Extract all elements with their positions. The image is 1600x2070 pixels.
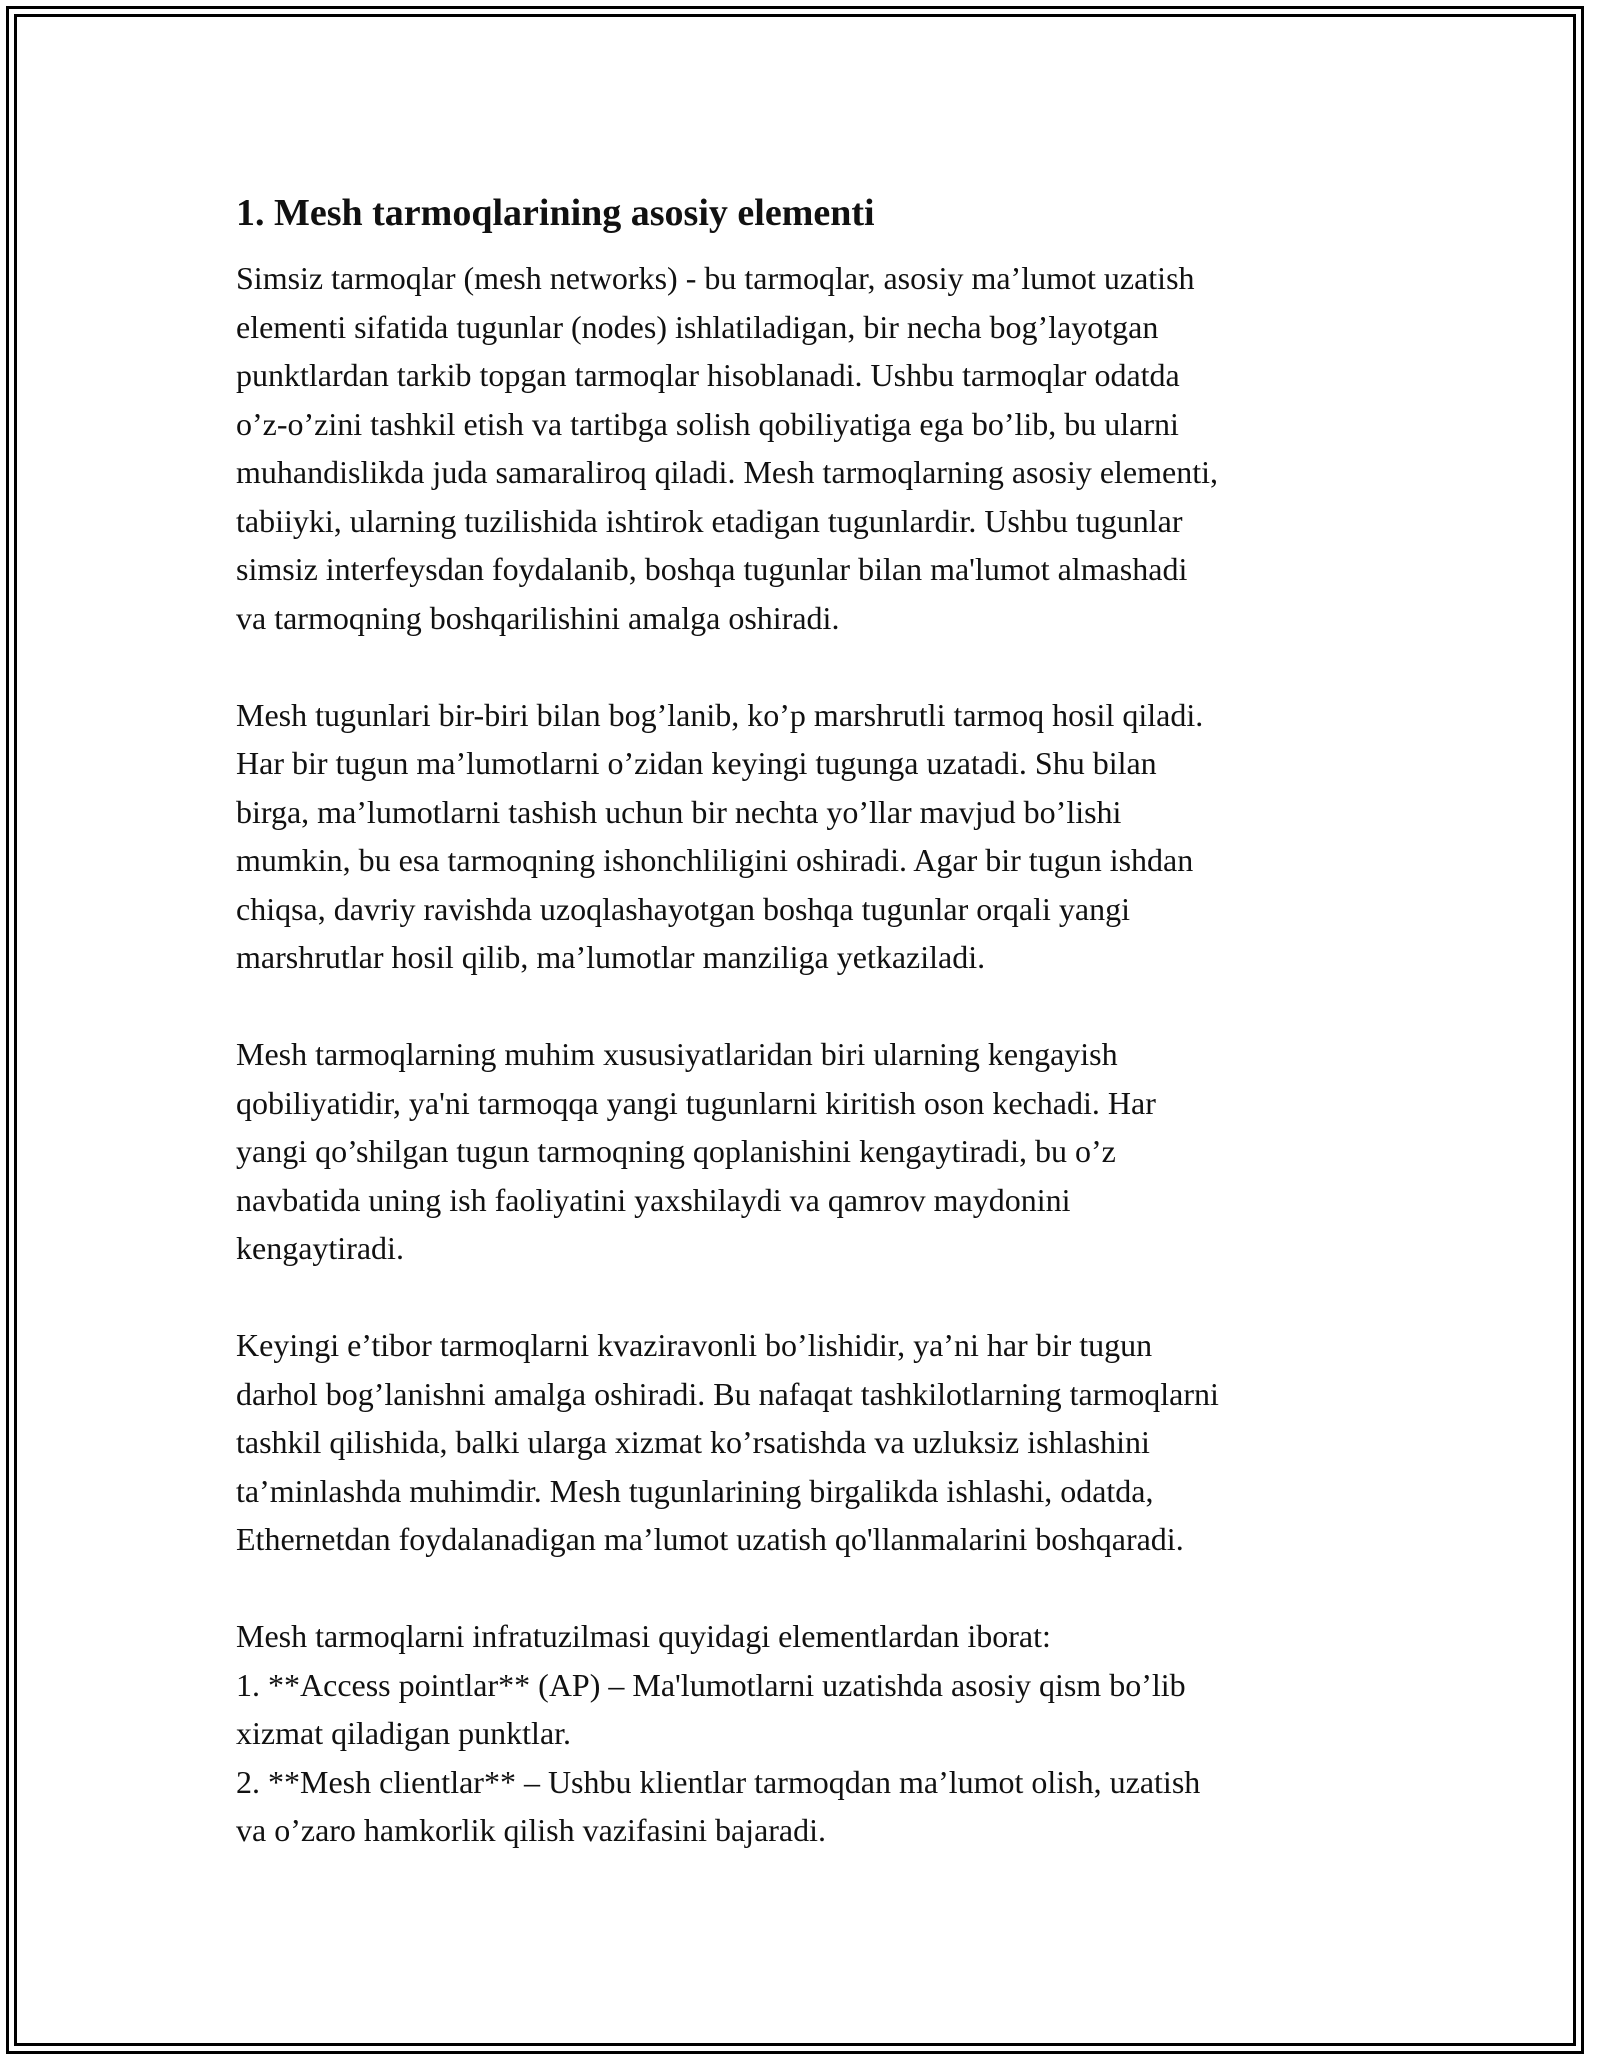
text-line: elementi sifatida tugunlar (nodes) ishlatiladigan, bir necha bog’layotgan <box>236 308 1159 345</box>
text-line: birga, ma’lumotlarni tashish uchun bir nechta yo’llar mavjud bo’lishi <box>236 793 1122 830</box>
text-line: navbatida uning ish faoliyatini yaxshilaydi va qamrov maydonini <box>236 1181 1071 1218</box>
text-line: kengaytiradi. <box>236 1230 404 1266</box>
text-line: marshrutlar hosil qilib, ma’lumotlar manziliga yetkaziladi. <box>236 939 986 975</box>
text-line: simsiz interfeysdan foydalanib, boshqa tugunlar bilan ma'lumot almashadi <box>236 551 1188 587</box>
paragraph-3 <box>236 1030 1366 1273</box>
text-line: Ethernetdan foydalanadigan ma’lumot uzatish qo'llanmalarini boshqaradi. <box>236 1521 1184 1557</box>
text-line: Har bir tugun ma’lumotlarni o’zidan keyingi tugunga uzatadi. Shu bilan <box>236 745 1157 781</box>
text-line: qobiliyatidir, ya'ni tarmoqqa yangi tugunlarni kiritish oson kechadi. Har <box>236 1084 1156 1121</box>
text-line: Mesh tugunlari bir-biri bilan bog’lanib, ko’p marshrutli tarmoq hosil qiladi. <box>236 696 1204 733</box>
text-line: yangi qo’shilgan tugun tarmoqning qoplanishini kengaytiradi, bu o’z <box>236 1133 1116 1169</box>
text-line: muhandislikda juda samaraliroq qiladi. Mesh tarmoqlarning asosiy elementi, <box>236 454 1218 490</box>
text-line: punktlardan tarkib topgan tarmoqlar hisoblanadi. Ushbu tarmoqlar odatda <box>236 357 1180 393</box>
paragraph-1 <box>236 254 1366 642</box>
text-line: Mesh tarmoqlarni infratuzilmasi quyidagi elementlardan iborat: <box>236 1618 1051 1654</box>
paragraph-4 <box>236 1321 1366 1564</box>
text-line: darhol bog’lanishni amalga oshiradi. Bu nafaqat tashkilotlarning tarmoqlarni <box>236 1375 1219 1412</box>
list-item-2-continued: va o’zaro hamkorlik qilish vazifasini bajaradi. <box>236 1812 827 1848</box>
document-body <box>236 188 1366 1855</box>
list-item-1: 1. **Access pointlar** (AP) – Ma'lumotlarni uzatishda asosiy qism bo’lib <box>236 1666 1186 1703</box>
paragraph-5-list <box>236 1612 1366 1855</box>
paragraph-2 <box>236 691 1366 982</box>
text-line: tabiiyki, ularning tuzilishida ishtirok etadigan tugunlardir. Ushbu tugunlar <box>236 502 1183 539</box>
text-line: o’z-o’zini tashkil etish va tartibga solish qobiliyatiga ega bo’lib, bu ularni <box>236 405 1179 442</box>
text-line: Mesh tarmoqlarning muhim xususiyatlaridan biri ularning kengayish <box>236 1036 1118 1072</box>
text-line: Simsiz tarmoqlar (mesh networks) - bu tarmoqlar, asosiy ma’lumot uzatish <box>236 260 1195 296</box>
list-item-1-continued: xizmat qiladigan punktlar. <box>236 1715 572 1751</box>
text-line: mumkin, bu esa tarmoqning ishonchliligini oshiradi. Agar bir tugun ishdan <box>236 842 1194 878</box>
text-line: ta’minlashda muhimdir. Mesh tugunlarining birgalikda ishlashi, odatda, <box>236 1472 1154 1509</box>
text-line: chiqsa, davriy ravishda uzoqlashayotgan boshqa tugunlar orqali yangi <box>236 890 1130 927</box>
text-line: Keyingi e’tibor tarmoqlarni kvaziravonli bo’lishidir, ya’ni har bir tugun <box>236 1327 1153 1363</box>
text-line: va tarmoqning boshqarilishini amalga oshiradi. <box>236 599 840 636</box>
list-item-2: 2. **Mesh clientlar** – Ushbu klientlar tarmoqdan ma’lumot olish, uzatish <box>236 1763 1201 1800</box>
text-line: tashkil qilishida, balki ularga xizmat ko’rsatishda va uzluksiz ishlashini <box>236 1424 1150 1460</box>
document-title: 1. Mesh tarmoqlarining asosiy elementi <box>236 192 875 234</box>
